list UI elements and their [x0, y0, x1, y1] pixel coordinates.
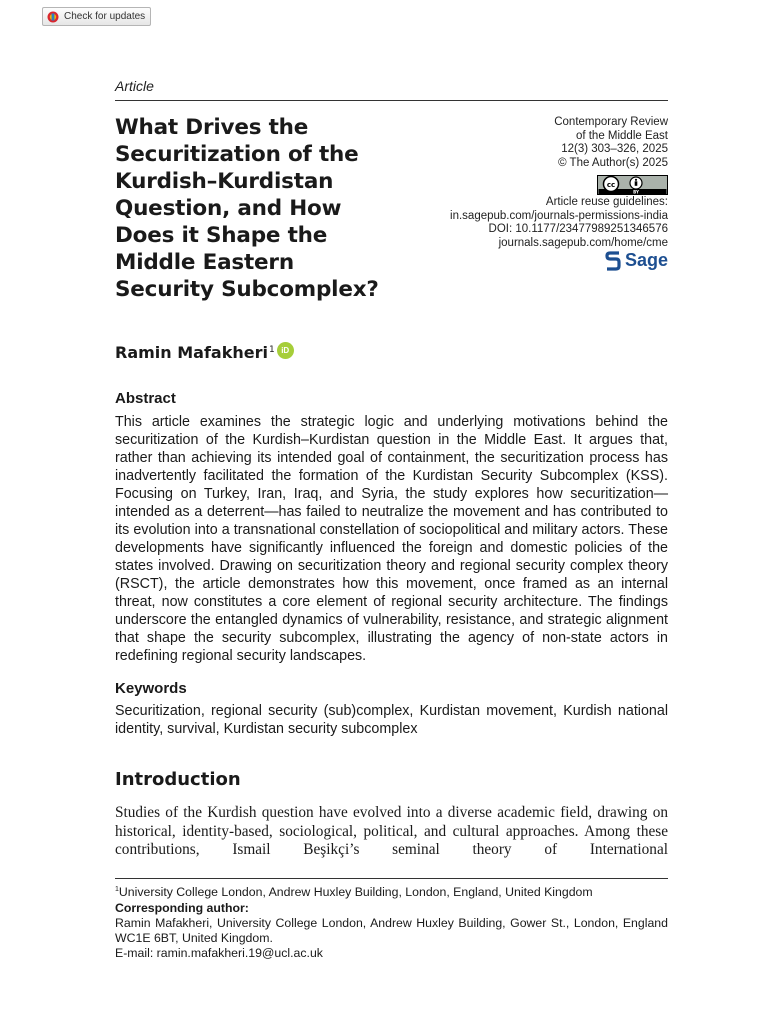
title-line: What Drives the [115, 115, 309, 140]
svg-text:BY: BY [633, 189, 639, 195]
abstract-heading: Abstract [115, 390, 176, 407]
footnote-rule [115, 878, 668, 879]
reuse-line: Article reuse guidelines: [545, 196, 668, 208]
header-rule [115, 100, 668, 101]
crossmark-icon [47, 11, 59, 23]
journal-line: Contemporary Review [554, 116, 668, 128]
title-line: Does it Shape the [115, 223, 328, 248]
introduction-text: Studies of the Kurdish question have evolved into a diverse academic field, drawing on historical, identity-based, sociological, political, and cultural approaches. Among these contributions, Ismail Beşikçi’s seminal theory of International [115, 804, 668, 858]
journal-line: © The Author(s) 2025 [558, 156, 668, 169]
title-line: Securitization of the [115, 142, 359, 167]
article-title [115, 114, 425, 303]
author-name: Ramin Mafakheri [115, 343, 268, 362]
affiliation-text: University College London, Andrew Huxley Building, London, England, United Kingdom [118, 885, 593, 900]
reuse-link[interactable]: in.sagepub.com/journals-permissions-india [450, 209, 668, 222]
reuse-info [450, 196, 668, 250]
orcid-icon[interactable]: iD [277, 342, 294, 359]
journal-home-link[interactable]: journals.sagepub.com/home/cme [498, 236, 668, 249]
cc-by-icon[interactable] [597, 175, 668, 195]
check-for-updates-button[interactable] [42, 7, 151, 26]
title-line: Security Subcomplex? [115, 277, 379, 302]
title-line: Middle Eastern [115, 250, 294, 275]
affiliation-footnote [115, 882, 593, 900]
publisher-name: Sage [624, 250, 668, 270]
affiliation-mark: 1 [268, 345, 275, 355]
title-line: Question, and How [115, 196, 342, 221]
check-for-updates-label: Check for updates [64, 11, 146, 22]
journal-line: of the Middle East [575, 129, 668, 142]
publisher-logo [605, 250, 668, 271]
doi-line[interactable]: DOI: 10.1177/23477989251346576 [488, 223, 668, 235]
sage-s-icon [605, 251, 621, 271]
svg-text:cc: cc [606, 181, 616, 189]
journal-info [554, 116, 668, 170]
corresponding-author-heading: Corresponding author: [115, 901, 249, 915]
corresponding-author-email[interactable]: E-mail: ramin.mafakheri.19@ucl.ac.uk [115, 946, 323, 960]
title-line: Kurdish–Kurdistan [115, 169, 334, 194]
affiliation-footnote-mark: 1 [115, 886, 119, 893]
author-line [115, 343, 294, 362]
abstract-text: This article examines the strategic logic and underlying motivations behind the securitization of the Kurdish–Kurdistan question in the Middle East. It argues that, rather than achieving its intended goal of containment, the securitization process has inadvertently facilitated the formation of the Kurdistan Security Subcomplex (KSS). Focusing on Turkey, Iran, Iraq, and Syria, the study explores how securitization—intended as a deterrent—has failed to neutralize the movement and has contributed to its evolution into a transnational constellation of sociopolitical and military actors. These developments have significantly influenced the foreign and domestic policies of the states involved. Drawing on securitization theory and regional security complex theory (RSCT), the article demonstrates how this movement, once framed as an internal threat, now constitutes a core element of regional security architecture. The findings underscore the entangled dynamics of vulnerability, resistance, and strategic alignment that shape the security subcomplex, illustrating the agency of non-state actors in redefining regional security landscapes. [115, 414, 668, 664]
keywords-heading: Keywords [115, 680, 187, 697]
article-type-label: Article [115, 78, 154, 94]
introduction-heading: Introduction [115, 769, 241, 790]
journal-line: 12(3) 303–326, 2025 [561, 143, 668, 155]
keywords-text: Securitization, regional security (sub)complex, Kurdistan movement, Kurdish national identity, survival, Kurdistan security subcomplex [115, 703, 668, 737]
corresponding-author-address: Ramin Mafakheri, University College London, Andrew Huxley Building, Gower St., London, England WC1E 6BT, United Kingdom. [115, 916, 668, 945]
